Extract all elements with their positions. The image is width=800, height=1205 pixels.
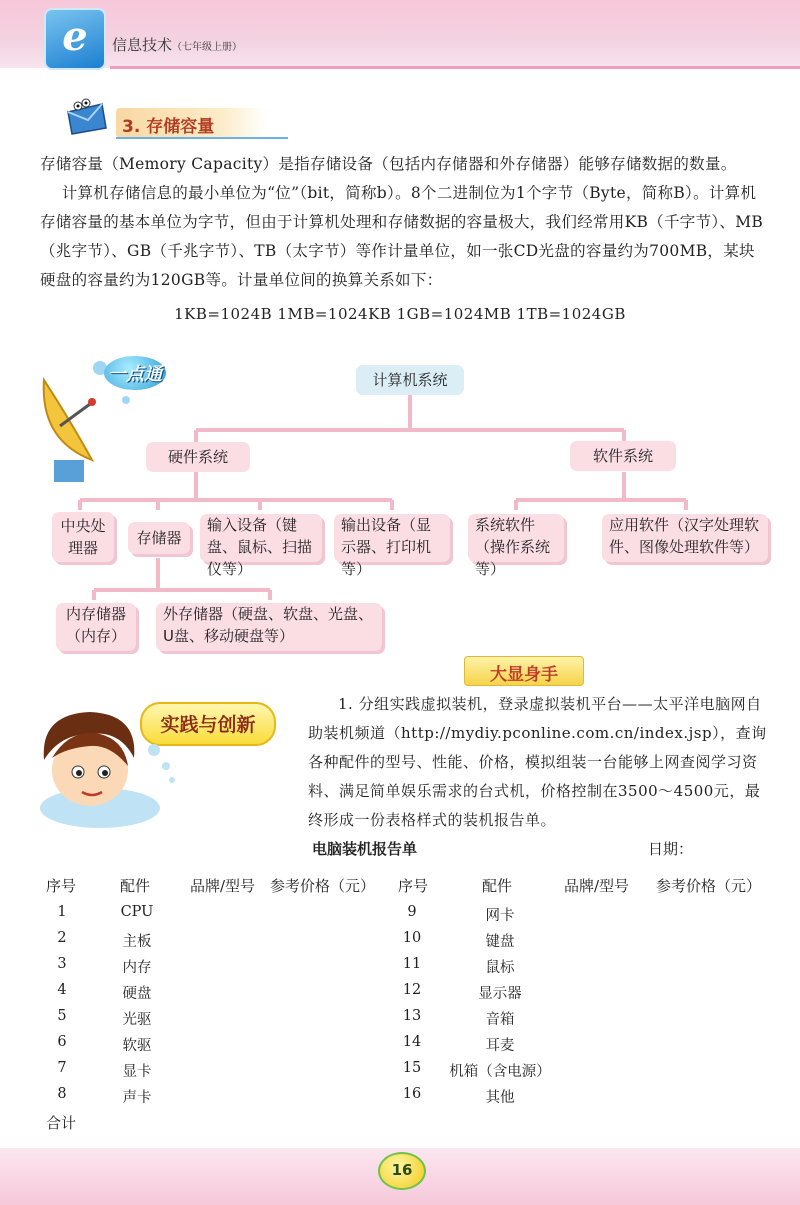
thought-bubbles-icon [120, 738, 180, 788]
column-header-no-left: 序号 [46, 877, 77, 895]
logo-letter: e [62, 13, 88, 60]
column-header-part-left: 配件 [120, 877, 151, 895]
practice-innovation-badge: 实践与创新 [140, 702, 276, 746]
table-row-no: 9 [407, 904, 417, 920]
header-divider [110, 66, 800, 69]
node-input-devices: 输入设备（键盘、鼠标、扫描仪等） [200, 514, 322, 562]
column-header-price-left: 参考价格（元） [270, 877, 376, 895]
table-row-no: 8 [57, 1086, 67, 1102]
column-header-no-right: 序号 [398, 877, 429, 895]
table-row-no: 4 [57, 982, 67, 998]
node-application-software: 应用软件（汉字处理软件、图像处理软件等） [602, 514, 768, 562]
table-row-no: 7 [57, 1060, 67, 1076]
table-row-part: CPU [120, 904, 154, 920]
table-row-part: 键盘 [485, 934, 515, 950]
table-row-no: 13 [402, 1008, 422, 1024]
book-title: 信息技术（七年级上册） [112, 36, 243, 54]
table-row-no: 15 [402, 1060, 422, 1076]
node-computer-system: 计算机系统 [356, 365, 464, 395]
table-row-no: 12 [402, 982, 422, 998]
node-internal-memory: 内存储器（内存） [56, 603, 136, 651]
book-subtitle: （七年级上册） [172, 42, 243, 53]
node-output-devices: 输出设备（显示器、打印机等） [334, 514, 450, 562]
conversion-formula: 1KB=1024B 1MB=1024KB 1GB=1024MB 1TB=1024GB [174, 305, 626, 323]
table-row-no: 16 [402, 1086, 422, 1102]
table-row-part: 耳麦 [485, 1038, 515, 1054]
table-row-part: 内存 [122, 960, 152, 976]
table-row-no: 6 [57, 1034, 67, 1050]
paragraph-units: 计算机存储信息的最小单位为“位”（bit，简称b）。8个二进制位为1个字节（Byte，简称B）。计算机存储容量的基本单位为字节，但由于计算机处理和存储数据的容量极大，我们经常用KB（千字节）、MB（兆字节）、GB（千兆字节）、TB（太字节）等作计量单位，如一张CD光盘的容量约为700MB，某块硬盘的容量约为120GB等。计量单位间的换算关系如下： [40, 184, 764, 289]
table-row-part: 鼠标 [485, 960, 515, 976]
envelope-mascot-icon [64, 98, 110, 138]
node-system-software: 系统软件（操作系统等） [468, 514, 564, 562]
table-row-no: 5 [57, 1008, 67, 1024]
node-cpu: 中央处理器 [52, 512, 114, 562]
table-row-part: 其他 [485, 1090, 515, 1106]
tip-badge: 一点通 [104, 356, 166, 390]
table-row-no: 3 [57, 956, 67, 972]
table-row-part: 软驱 [122, 1038, 152, 1054]
practice-instructions: 1. 分组实践虚拟装机，登录虚拟装机平台——太平洋电脑网自助装机频道（http://mydiy.pconline.com.cn/index.jsp），查询各种配件的型号、性能、价格，模拟组装一台能够上网查阅学习资料、满足简单娱乐需求的台式机，价格控制在3500～4500元，最终形成一份表格样式的装机报告单。 [308, 695, 767, 829]
table-row-no: 1 [57, 904, 67, 920]
node-storage: 存储器 [128, 522, 190, 554]
table-row-part: 硬盘 [122, 986, 152, 1002]
column-header-brand-right: 品牌/型号 [564, 877, 630, 895]
table-row-no: 10 [402, 930, 422, 946]
report-title: 电脑装机报告单 [312, 840, 418, 858]
table-row-no: 11 [402, 956, 422, 972]
table-row-part: 显示器 [478, 986, 522, 1002]
node-software-system: 软件系统 [570, 441, 676, 471]
column-header-part-right: 配件 [482, 877, 513, 895]
node-external-storage: 外存储器（硬盘、软盘、光盘、U盘、移动硬盘等） [156, 603, 382, 651]
table-row-no: 2 [57, 930, 67, 946]
column-header-brand-left: 品牌/型号 [190, 877, 256, 895]
table-row-part: 光驱 [122, 1012, 152, 1028]
total-label: 合计 [46, 1114, 77, 1132]
section-heading: 3. 存储容量 [116, 108, 266, 138]
paragraph-definition: 存储容量（Memory Capacity）是指存储设备（包括内存储器和外存储器）能够存储数据的数量。 [40, 155, 737, 173]
ie-logo-icon [44, 8, 106, 70]
section-rule [116, 137, 288, 139]
page-number-badge: 16 [378, 1152, 426, 1190]
table-row-part: 机箱（含电源） [449, 1064, 551, 1080]
table-row-no: 14 [402, 1034, 422, 1050]
table-row-part: 声卡 [122, 1090, 152, 1106]
column-header-price-right: 参考价格（元） [656, 877, 762, 895]
table-row-part: 主板 [122, 934, 152, 950]
show-skills-badge: 大显身手 [464, 656, 584, 686]
table-row-part: 网卡 [485, 908, 515, 924]
date-label: 日期： [648, 840, 694, 858]
table-row-part: 显卡 [122, 1064, 152, 1080]
node-hardware-system: 硬件系统 [146, 442, 250, 472]
table-row-part: 音箱 [485, 1012, 515, 1028]
